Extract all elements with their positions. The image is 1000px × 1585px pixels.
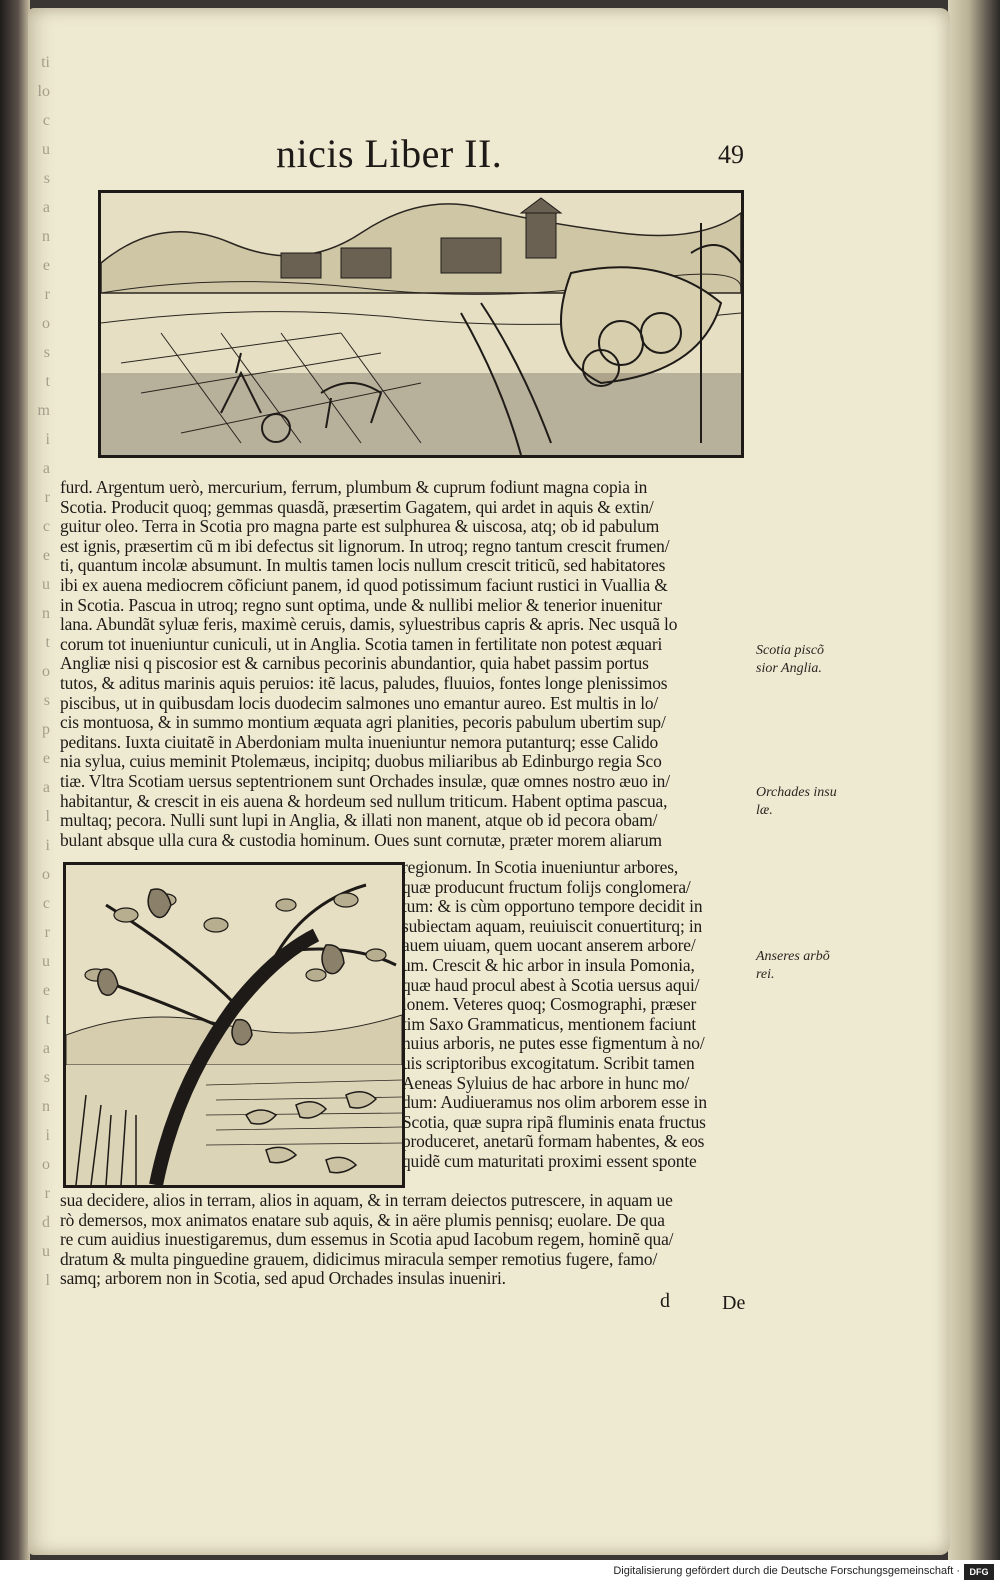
text-line: bulant absque ulla cura & custodia hominum. Oues sunt cornutæ, præter morem aliarum bbox=[60, 829, 662, 850]
book-spine-left bbox=[0, 0, 30, 1560]
text-line: Angliæ nisi q piscosior est & carnibus pecorinis abundantior, quia habet passim portus bbox=[60, 653, 649, 674]
text-line: uis scriptoribus excogitatum. Scribit tamen bbox=[402, 1052, 695, 1073]
catchword: De bbox=[722, 1292, 746, 1314]
text-line: subiectam aquam, reuiuiscit conuertiturq; in bbox=[402, 915, 703, 936]
signature-mark: d bbox=[660, 1290, 670, 1312]
pastoral-landscape-woodcut-icon bbox=[98, 190, 744, 458]
text-line: regionum. In Scotia inueniuntur arbores, bbox=[402, 857, 679, 877]
text-line: quæ producunt fructum folijs conglomera/ bbox=[402, 876, 691, 897]
barnacle-goose-tree-woodcut-icon bbox=[63, 862, 405, 1188]
text-line: ibi ex auena mediocrem cõficiunt panem, id quod potissimum faciunt rustici in Vuallia & bbox=[60, 574, 668, 595]
text-line: huius arboris, ne putes esse figmentum à no/ bbox=[402, 1033, 705, 1054]
text-line: dum: Audiueramus nos olim arborem esse in bbox=[402, 1092, 707, 1113]
text-line: tim Saxo Grammaticus, mentionem faciunt bbox=[402, 1013, 697, 1034]
text-line: um. Crescit & hic arbor in insula Pomonia, bbox=[402, 954, 695, 975]
text-line: lonem. Veteres quoq; Cosmographi, præser bbox=[402, 994, 697, 1015]
text-line: tiæ. Vltra Scotiam uersus septentrionem sunt Orchades insulæ, quæ omnes nostro æuo in/ bbox=[60, 770, 670, 791]
text-line: peditans. Iuxta ciuitatẽ in Aberdoniam multa inueniuntur nemora putanturq; esse Calido bbox=[60, 731, 659, 752]
book-edge-right bbox=[948, 0, 1000, 1560]
text-line: re cum auidius inuestigaremus, dum essemus in Scotia apud Iacobum regem, hominẽ qua/ bbox=[60, 1229, 674, 1250]
text-line: piscibus, ut in quibusdam locis duodecim salmones uno emantur aureo. Est multis in lo/ bbox=[60, 692, 659, 713]
text-line: corum tot inueniuntur cuniculi, ut in Anglia. Scotia tamen in fertilitate non potest æquari bbox=[60, 633, 663, 654]
text-line: ti, quantum incolæ absumunt. In multis tamen locis nullum crescit triticũ, sed habitatores bbox=[60, 555, 666, 576]
funding-credit: Digitalisierung gefördert durch die Deutsche Forschungsgemeinschaft · bbox=[613, 1565, 960, 1577]
margin-note-scotia: Scotia piscõ sior Anglia. bbox=[756, 643, 825, 676]
facing-page-bleed: ti lo c u s a n e r o s t m i a r c e u n t o s p e a l i o c r u e t a s n i o r d u l bbox=[37, 54, 50, 1289]
text-line: lana. Abundãt syluæ feris, maximè ceruis, damis, syluestribus capris & apris. Nec usquã lo bbox=[60, 614, 678, 635]
text-line: Aeneas Syluius de hac arbore in hunc mo/ bbox=[402, 1072, 690, 1093]
dfg-logo-icon: DFG bbox=[964, 1564, 994, 1580]
text-line: dratum & multa pinguedine grauem, didicimus miracula semper remotius fugere, famo/ bbox=[60, 1248, 658, 1269]
text-line: quæ haud procul abest à Scotia uersus aqui/ bbox=[402, 974, 700, 995]
text-line: rò demersos, mox animatos enatare sub aquis, & in aëre plumis pennisq; euolare. De qua bbox=[60, 1209, 665, 1230]
book-page bbox=[28, 8, 950, 1555]
text-line: tutos, & aditus marinis aquis peruios: itẽ lacus, paludes, fluuios, fontes longe plenissimos bbox=[60, 672, 668, 693]
text-line: Scotia, quæ supra ripã fluminis enata fructus bbox=[402, 1111, 706, 1132]
digitization-footer bbox=[0, 1560, 1000, 1585]
text-line: cis montuosa, & in summo montium æquata agri planities, pecoris pabulum ubertim sup/ bbox=[60, 712, 666, 733]
running-head: nicis Liber II. bbox=[276, 131, 503, 176]
text-line: guitur oleo. Terra in Scotia pro magna parte est sulphurea & uiscosa, atq; ob id pabulum bbox=[60, 516, 660, 537]
margin-note-orchades: Orchades insu læ. bbox=[756, 785, 837, 818]
text-line: nia sylua, cuius meminit Ptolemæus, incipitq; duobus miliaribus ab Edinburgo regia Sco bbox=[60, 751, 662, 772]
text-line: in Scotia. Pascua in utroq; regno sunt optima, unde & nullibi melior & tenerior inuenitur bbox=[60, 594, 662, 615]
text-line: tum: & is cùm opportuno tempore decidit in bbox=[402, 896, 703, 917]
body-text-bottom bbox=[60, 1191, 755, 1289]
text-line: habitantur, & crescit in eis auena & hordeum sed nullum triticum. Habent optima pascua, bbox=[60, 790, 668, 811]
text-line: furd. Argentum uerò, mercurium, ferrum, plumbum & cuprum fodiunt magna copia in bbox=[60, 477, 648, 497]
text-line: quidẽ cum maturitati proximi essent sponte bbox=[402, 1150, 697, 1171]
body-text-main bbox=[60, 478, 755, 850]
page-header bbox=[28, 126, 950, 186]
text-line: est ignis, præsertim cũ m ibi defectus sit lignorum. In utroq; regno tantum crescit frumen/ bbox=[60, 535, 670, 556]
body-text-right bbox=[402, 858, 754, 1172]
margin-note-anseres: Anseres arbõ rei. bbox=[756, 949, 830, 982]
text-line: Scotia. Producit quoq; gemmas quasdã, præsertim Gagatem, qui ardet in aquis & extin/ bbox=[60, 496, 654, 517]
text-line: produceret, anetarũ formam habentes, & eos bbox=[402, 1131, 705, 1152]
page-number: 49 bbox=[718, 140, 744, 169]
text-line: samq; arborem non in Scotia, sed apud Orchades insulas inueniri. bbox=[60, 1268, 506, 1289]
text-line: sua decidere, alios in terram, alios in aquam, & in terram deiectos putrescere, in aquam ue bbox=[60, 1190, 673, 1210]
text-line: auem uiuam, quem uocant anserem arbore/ bbox=[402, 935, 696, 956]
text-line: multaq; pecora. Nulli sunt lupi in Anglia, & illati non manent, atque ob id pecora obam/ bbox=[60, 810, 658, 831]
